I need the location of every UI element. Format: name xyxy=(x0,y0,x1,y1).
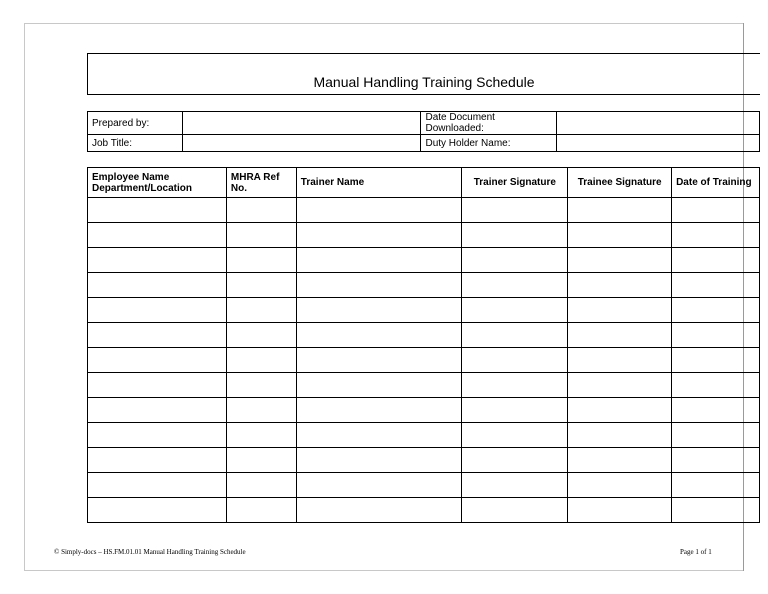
cell-employee[interactable] xyxy=(88,423,227,448)
cell-employee[interactable] xyxy=(88,348,227,373)
cell-trainee-signature[interactable] xyxy=(568,348,672,373)
cell-trainee-signature[interactable] xyxy=(568,448,672,473)
cell-trainee-signature[interactable] xyxy=(568,373,672,398)
cell-employee[interactable] xyxy=(88,298,227,323)
job-title-label: Job Title: xyxy=(88,135,183,152)
date-downloaded-label: Date Document Downloaded: xyxy=(421,112,557,135)
table-row xyxy=(88,373,760,398)
cell-mhra-ref[interactable] xyxy=(226,423,296,448)
footer-copyright: © Simply-docs – HS.FM.01.01 Manual Handling Training Schedule xyxy=(54,548,246,556)
cell-mhra-ref[interactable] xyxy=(226,273,296,298)
cell-date-of-training[interactable] xyxy=(672,448,760,473)
cell-trainer-signature[interactable] xyxy=(462,348,568,373)
cell-mhra-ref[interactable] xyxy=(226,223,296,248)
cell-trainee-signature[interactable] xyxy=(568,298,672,323)
cell-trainer-signature[interactable] xyxy=(462,223,568,248)
cell-trainer-name[interactable] xyxy=(296,223,462,248)
table-row xyxy=(88,198,760,223)
cell-trainee-signature[interactable] xyxy=(568,223,672,248)
cell-trainer-signature[interactable] xyxy=(462,323,568,348)
cell-trainer-signature[interactable] xyxy=(462,198,568,223)
cell-date-of-training[interactable] xyxy=(672,273,760,298)
cell-mhra-ref[interactable] xyxy=(226,348,296,373)
cell-trainer-signature[interactable] xyxy=(462,398,568,423)
cell-employee[interactable] xyxy=(88,273,227,298)
cell-trainer-name[interactable] xyxy=(296,423,462,448)
cell-trainer-name[interactable] xyxy=(296,248,462,273)
duty-holder-field[interactable] xyxy=(557,135,760,152)
cell-date-of-training[interactable] xyxy=(672,298,760,323)
cell-trainer-name[interactable] xyxy=(296,198,462,223)
cell-mhra-ref[interactable] xyxy=(226,198,296,223)
header-date-of-training: Date of Training xyxy=(672,168,760,198)
cell-trainer-signature[interactable] xyxy=(462,248,568,273)
schedule-body xyxy=(88,198,760,523)
cell-date-of-training[interactable] xyxy=(672,323,760,348)
cell-date-of-training[interactable] xyxy=(672,223,760,248)
cell-trainer-signature[interactable] xyxy=(462,473,568,498)
table-row xyxy=(88,248,760,273)
cell-trainee-signature[interactable] xyxy=(568,198,672,223)
table-row xyxy=(88,223,760,248)
cell-trainee-signature[interactable] xyxy=(568,473,672,498)
cell-date-of-training[interactable] xyxy=(672,473,760,498)
cell-date-of-training[interactable] xyxy=(672,198,760,223)
cell-trainer-name[interactable] xyxy=(296,348,462,373)
cell-date-of-training[interactable] xyxy=(672,398,760,423)
cell-trainee-signature[interactable] xyxy=(568,323,672,348)
header-mhra-ref: MHRA Ref No. xyxy=(226,168,296,198)
table-row xyxy=(88,398,760,423)
prepared-by-field[interactable] xyxy=(182,112,421,135)
table-row xyxy=(88,348,760,373)
cell-trainer-signature[interactable] xyxy=(462,498,568,523)
cell-employee[interactable] xyxy=(88,223,227,248)
header-department-location: Department/Location xyxy=(92,182,193,194)
schedule-header-row xyxy=(88,168,760,198)
cell-mhra-ref[interactable] xyxy=(226,448,296,473)
table-row xyxy=(88,298,760,323)
cell-trainer-signature[interactable] xyxy=(462,273,568,298)
cell-employee[interactable] xyxy=(88,473,227,498)
cell-trainee-signature[interactable] xyxy=(568,248,672,273)
schedule-table xyxy=(87,167,760,523)
document-title: Manual Handling Training Schedule xyxy=(313,74,535,90)
cell-trainer-signature[interactable] xyxy=(462,448,568,473)
header-employee-name: Employee Name xyxy=(92,171,170,183)
cell-trainee-signature[interactable] xyxy=(568,498,672,523)
cell-trainer-name[interactable] xyxy=(296,498,462,523)
footer-page-number: Page 1 of 1 xyxy=(680,548,712,556)
duty-holder-label: Duty Holder Name: xyxy=(421,135,557,152)
table-row xyxy=(88,448,760,473)
table-row xyxy=(88,473,760,498)
cell-trainee-signature[interactable] xyxy=(568,273,672,298)
cell-trainer-name[interactable] xyxy=(296,323,462,348)
cell-date-of-training[interactable] xyxy=(672,498,760,523)
cell-trainer-name[interactable] xyxy=(296,398,462,423)
cell-date-of-training[interactable] xyxy=(672,348,760,373)
cell-trainee-signature[interactable] xyxy=(568,398,672,423)
cell-trainer-name[interactable] xyxy=(296,448,462,473)
cell-employee[interactable] xyxy=(88,448,227,473)
table-row xyxy=(88,323,760,348)
cell-mhra-ref[interactable] xyxy=(226,473,296,498)
cell-employee[interactable] xyxy=(88,373,227,398)
date-downloaded-field[interactable] xyxy=(557,112,760,135)
info-row xyxy=(88,135,760,152)
cell-mhra-ref[interactable] xyxy=(226,498,296,523)
cell-date-of-training[interactable] xyxy=(672,423,760,448)
header-trainee-signature: Trainee Signature xyxy=(568,168,672,198)
header-trainer-signature: Trainer Signature xyxy=(462,168,568,198)
table-row xyxy=(88,498,760,523)
cell-trainer-signature[interactable] xyxy=(462,423,568,448)
title-box xyxy=(87,53,760,95)
cell-trainer-signature[interactable] xyxy=(462,373,568,398)
header-trainer-name: Trainer Name xyxy=(296,168,462,198)
header-employee xyxy=(88,168,227,198)
info-table xyxy=(87,111,760,152)
cell-trainer-name[interactable] xyxy=(296,298,462,323)
cell-trainer-name[interactable] xyxy=(296,473,462,498)
job-title-field[interactable] xyxy=(182,135,421,152)
cell-mhra-ref[interactable] xyxy=(226,298,296,323)
prepared-by-label: Prepared by: xyxy=(88,112,183,135)
table-row xyxy=(88,273,760,298)
cell-mhra-ref[interactable] xyxy=(226,323,296,348)
cell-employee[interactable] xyxy=(88,198,227,223)
cell-trainee-signature[interactable] xyxy=(568,423,672,448)
cell-trainer-name[interactable] xyxy=(296,373,462,398)
cell-date-of-training[interactable] xyxy=(672,248,760,273)
cell-date-of-training[interactable] xyxy=(672,373,760,398)
cell-employee[interactable] xyxy=(88,323,227,348)
cell-employee[interactable] xyxy=(88,398,227,423)
cell-mhra-ref[interactable] xyxy=(226,398,296,423)
info-row xyxy=(88,112,760,135)
cell-employee[interactable] xyxy=(88,248,227,273)
cell-mhra-ref[interactable] xyxy=(226,248,296,273)
cell-mhra-ref[interactable] xyxy=(226,373,296,398)
cell-trainer-signature[interactable] xyxy=(462,298,568,323)
cell-trainer-name[interactable] xyxy=(296,273,462,298)
cell-employee[interactable] xyxy=(88,498,227,523)
table-row xyxy=(88,423,760,448)
